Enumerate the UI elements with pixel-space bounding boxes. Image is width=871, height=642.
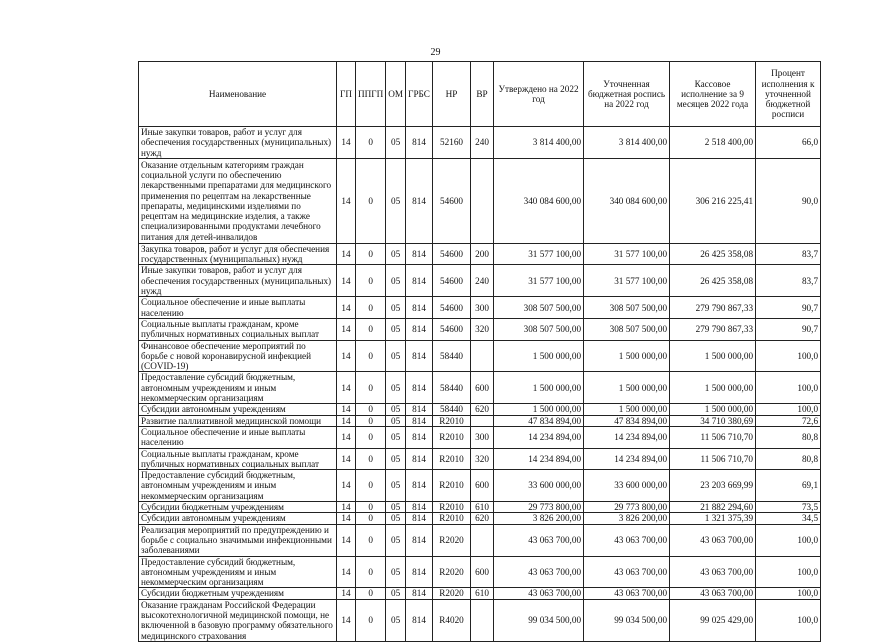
table-row <box>139 243 821 265</box>
row-percent-cell: 66,0 <box>756 127 821 159</box>
row-np-cell: R2010 <box>433 513 471 524</box>
row-percent-cell: 100,0 <box>756 340 821 372</box>
row-ppgp-cell: 0 <box>356 513 386 524</box>
header-vr: ВР <box>471 62 494 127</box>
table-row <box>139 599 821 641</box>
row-np-cell: R4020 <box>433 599 471 641</box>
row-name-cell: Предоставление субсидий бюджетным, автономным учреждениям и иным некоммерческим организациям <box>139 556 337 588</box>
row-percent-cell: 80,8 <box>756 448 821 470</box>
row-cash-cell: 43 063 700,00 <box>670 524 756 556</box>
row-percent-cell: 100,0 <box>756 372 821 404</box>
row-np-cell: R2010 <box>433 502 471 513</box>
row-om-cell: 05 <box>386 127 406 159</box>
row-om-cell: 05 <box>386 426 406 448</box>
row-name-cell: Оказание отдельным категориям граждан социальной услуги по обеспечению лекарственными препаратами для медицинского применения по рецептам на лекарственные препараты, медицинскими изделиями по рецептам на медицинские изделия, а также специализированными продуктами лечебного питания для детей-инвалидов <box>139 158 337 243</box>
row-ppgp-cell: 0 <box>356 556 386 588</box>
table-row <box>139 588 821 599</box>
row-ppgp-cell: 0 <box>356 415 386 426</box>
row-refined-cell: 14 234 894,00 <box>584 426 670 448</box>
table-row <box>139 265 821 297</box>
row-approved-cell: 99 034 500,00 <box>494 599 584 641</box>
row-np-cell: 54600 <box>433 318 471 340</box>
header-om: ОМ <box>386 62 406 127</box>
row-approved-cell: 1 500 000,00 <box>494 404 584 415</box>
row-gp-cell: 14 <box>337 127 356 159</box>
row-cash-cell: 34 710 380,69 <box>670 415 756 426</box>
row-cash-cell: 1 321 375,39 <box>670 513 756 524</box>
table-body <box>139 127 821 642</box>
row-name-cell: Субсидии автономным учреждениям <box>139 404 337 415</box>
page-number: 29 <box>430 47 441 58</box>
row-gp-cell: 14 <box>337 265 356 297</box>
row-percent-cell: 90,7 <box>756 297 821 319</box>
row-om-cell: 05 <box>386 158 406 243</box>
row-approved-cell: 43 063 700,00 <box>494 556 584 588</box>
row-refined-cell: 43 063 700,00 <box>584 556 670 588</box>
table-header-row <box>139 62 821 127</box>
table-row <box>139 158 821 243</box>
row-name-cell: Социальное обеспечение и иные выплаты населению <box>139 426 337 448</box>
row-name-cell: Социальные выплаты гражданам, кроме публичных нормативных социальных выплат <box>139 318 337 340</box>
row-vr-cell: 610 <box>471 502 494 513</box>
row-gp-cell: 14 <box>337 372 356 404</box>
row-om-cell: 05 <box>386 556 406 588</box>
header-percent: Процент исполнения к уточненной бюджетной росписи <box>756 62 821 127</box>
row-grbs-cell: 814 <box>406 127 433 159</box>
row-grbs-cell: 814 <box>406 448 433 470</box>
row-percent-cell: 80,8 <box>756 426 821 448</box>
row-cash-cell: 21 882 294,60 <box>670 502 756 513</box>
row-name-cell: Субсидии автономным учреждениям <box>139 513 337 524</box>
row-approved-cell: 308 507 500,00 <box>494 318 584 340</box>
row-name-cell: Социальные выплаты гражданам, кроме публичных нормативных социальных выплат <box>139 448 337 470</box>
row-gp-cell: 14 <box>337 415 356 426</box>
row-grbs-cell: 814 <box>406 372 433 404</box>
row-approved-cell: 47 834 894,00 <box>494 415 584 426</box>
row-om-cell: 05 <box>386 318 406 340</box>
table-row <box>139 556 821 588</box>
row-percent-cell: 69,1 <box>756 470 821 502</box>
row-grbs-cell: 814 <box>406 265 433 297</box>
row-cash-cell: 43 063 700,00 <box>670 588 756 599</box>
row-ppgp-cell: 0 <box>356 372 386 404</box>
row-percent-cell: 100,0 <box>756 599 821 641</box>
row-om-cell: 05 <box>386 448 406 470</box>
row-approved-cell: 1 500 000,00 <box>494 372 584 404</box>
table-row <box>139 415 821 426</box>
row-np-cell: 58440 <box>433 340 471 372</box>
row-ppgp-cell: 0 <box>356 158 386 243</box>
row-refined-cell: 43 063 700,00 <box>584 524 670 556</box>
row-cash-cell: 43 063 700,00 <box>670 556 756 588</box>
row-np-cell: 54600 <box>433 158 471 243</box>
row-cash-cell: 11 506 710,70 <box>670 426 756 448</box>
row-om-cell: 05 <box>386 524 406 556</box>
row-vr-cell: 620 <box>471 404 494 415</box>
row-approved-cell: 33 600 000,00 <box>494 470 584 502</box>
row-refined-cell: 31 577 100,00 <box>584 243 670 265</box>
row-cash-cell: 26 425 358,08 <box>670 243 756 265</box>
row-om-cell: 05 <box>386 243 406 265</box>
row-vr-cell: 620 <box>471 513 494 524</box>
row-percent-cell: 73,5 <box>756 502 821 513</box>
row-name-cell: Закупка товаров, работ и услуг для обеспечения государственных (муниципальных) нужд <box>139 243 337 265</box>
row-grbs-cell: 814 <box>406 588 433 599</box>
row-vr-cell <box>471 599 494 641</box>
table-row <box>139 372 821 404</box>
row-gp-cell: 14 <box>337 599 356 641</box>
header-name: Наименование <box>139 62 337 127</box>
row-vr-cell <box>471 524 494 556</box>
table-row <box>139 502 821 513</box>
row-approved-cell: 3 814 400,00 <box>494 127 584 159</box>
row-np-cell: 58440 <box>433 372 471 404</box>
header-np: НР <box>433 62 471 127</box>
row-vr-cell: 240 <box>471 265 494 297</box>
row-cash-cell: 279 790 867,33 <box>670 297 756 319</box>
row-om-cell: 05 <box>386 513 406 524</box>
row-percent-cell: 90,0 <box>756 158 821 243</box>
row-approved-cell: 14 234 894,00 <box>494 426 584 448</box>
row-refined-cell: 3 814 400,00 <box>584 127 670 159</box>
row-om-cell: 05 <box>386 502 406 513</box>
row-grbs-cell: 814 <box>406 556 433 588</box>
row-om-cell: 05 <box>386 372 406 404</box>
row-approved-cell: 308 507 500,00 <box>494 297 584 319</box>
row-gp-cell: 14 <box>337 556 356 588</box>
header-grbs: ГРБС <box>406 62 433 127</box>
row-name-cell: Иные закупки товаров, работ и услуг для обеспечения государственных (муниципальных) нужд <box>139 127 337 159</box>
row-percent-cell: 72,6 <box>756 415 821 426</box>
row-refined-cell: 1 500 000,00 <box>584 340 670 372</box>
row-ppgp-cell: 0 <box>356 318 386 340</box>
table-row <box>139 297 821 319</box>
row-cash-cell: 1 500 000,00 <box>670 404 756 415</box>
row-gp-cell: 14 <box>337 513 356 524</box>
row-vr-cell: 200 <box>471 243 494 265</box>
row-ppgp-cell: 0 <box>356 599 386 641</box>
row-np-cell: R2010 <box>433 426 471 448</box>
row-percent-cell: 34,5 <box>756 513 821 524</box>
row-name-cell: Предоставление субсидий бюджетным, автономным учреждениям и иным некоммерческим организациям <box>139 372 337 404</box>
row-refined-cell: 3 826 200,00 <box>584 513 670 524</box>
row-refined-cell: 47 834 894,00 <box>584 415 670 426</box>
row-ppgp-cell: 0 <box>356 524 386 556</box>
row-cash-cell: 11 506 710,70 <box>670 448 756 470</box>
table-row <box>139 127 821 159</box>
row-ppgp-cell: 0 <box>356 265 386 297</box>
row-refined-cell: 33 600 000,00 <box>584 470 670 502</box>
row-grbs-cell: 814 <box>406 297 433 319</box>
budget-table <box>138 61 821 642</box>
row-vr-cell: 600 <box>471 556 494 588</box>
row-percent-cell: 100,0 <box>756 588 821 599</box>
row-ppgp-cell: 0 <box>356 404 386 415</box>
row-grbs-cell: 814 <box>406 243 433 265</box>
row-name-cell: Оказание гражданам Российской Федерации высокотехнологичной медицинской помощи, не включенной в базовую программу обязательного медицинского страхования <box>139 599 337 641</box>
row-name-cell: Реализация мероприятий по предупреждению и борьбе с социально значимыми инфекционными заболеваниями <box>139 524 337 556</box>
row-approved-cell: 31 577 100,00 <box>494 265 584 297</box>
row-percent-cell: 90,7 <box>756 318 821 340</box>
row-ppgp-cell: 0 <box>356 340 386 372</box>
row-grbs-cell: 814 <box>406 340 433 372</box>
row-grbs-cell: 814 <box>406 426 433 448</box>
table-row <box>139 426 821 448</box>
row-om-cell: 05 <box>386 265 406 297</box>
table-row <box>139 513 821 524</box>
row-gp-cell: 14 <box>337 588 356 599</box>
row-approved-cell: 1 500 000,00 <box>494 340 584 372</box>
row-grbs-cell: 814 <box>406 524 433 556</box>
row-name-cell: Субсидии бюджетным учреждениям <box>139 502 337 513</box>
row-ppgp-cell: 0 <box>356 502 386 513</box>
table-row <box>139 524 821 556</box>
row-gp-cell: 14 <box>337 158 356 243</box>
row-gp-cell: 14 <box>337 470 356 502</box>
row-name-cell: Развитие паллиативной медицинской помощи <box>139 415 337 426</box>
row-gp-cell: 14 <box>337 502 356 513</box>
header-refined: Уточненная бюджетная роспись на 2022 год <box>584 62 670 127</box>
row-np-cell: R2010 <box>433 415 471 426</box>
row-gp-cell: 14 <box>337 340 356 372</box>
row-np-cell: R2020 <box>433 524 471 556</box>
row-np-cell: R2020 <box>433 588 471 599</box>
row-gp-cell: 14 <box>337 524 356 556</box>
row-vr-cell <box>471 415 494 426</box>
row-approved-cell: 14 234 894,00 <box>494 448 584 470</box>
row-approved-cell: 31 577 100,00 <box>494 243 584 265</box>
row-refined-cell: 1 500 000,00 <box>584 404 670 415</box>
row-grbs-cell: 814 <box>406 318 433 340</box>
row-cash-cell: 99 025 429,00 <box>670 599 756 641</box>
row-om-cell: 05 <box>386 470 406 502</box>
row-grbs-cell: 814 <box>406 470 433 502</box>
row-cash-cell: 1 500 000,00 <box>670 372 756 404</box>
row-refined-cell: 43 063 700,00 <box>584 588 670 599</box>
row-cash-cell: 23 203 669,99 <box>670 470 756 502</box>
row-grbs-cell: 814 <box>406 404 433 415</box>
row-gp-cell: 14 <box>337 318 356 340</box>
row-np-cell: 54600 <box>433 243 471 265</box>
row-percent-cell: 100,0 <box>756 404 821 415</box>
table-row <box>139 470 821 502</box>
row-ppgp-cell: 0 <box>356 448 386 470</box>
row-grbs-cell: 814 <box>406 599 433 641</box>
row-name-cell: Предоставление субсидий бюджетным, автономным учреждениям и иным некоммерческим организациям <box>139 470 337 502</box>
row-gp-cell: 14 <box>337 448 356 470</box>
row-approved-cell: 3 826 200,00 <box>494 513 584 524</box>
row-vr-cell: 600 <box>471 470 494 502</box>
table-row <box>139 318 821 340</box>
row-cash-cell: 26 425 358,08 <box>670 265 756 297</box>
row-approved-cell: 43 063 700,00 <box>494 524 584 556</box>
row-vr-cell: 610 <box>471 588 494 599</box>
row-refined-cell: 308 507 500,00 <box>584 318 670 340</box>
row-gp-cell: 14 <box>337 404 356 415</box>
row-ppgp-cell: 0 <box>356 127 386 159</box>
header-approved: Утверждено на 2022 год <box>494 62 584 127</box>
row-om-cell: 05 <box>386 588 406 599</box>
row-percent-cell: 100,0 <box>756 556 821 588</box>
row-vr-cell <box>471 158 494 243</box>
row-refined-cell: 31 577 100,00 <box>584 265 670 297</box>
header-ppgp: ППГП <box>356 62 386 127</box>
row-np-cell: R2010 <box>433 470 471 502</box>
row-gp-cell: 14 <box>337 243 356 265</box>
row-vr-cell: 300 <box>471 297 494 319</box>
row-refined-cell: 99 034 500,00 <box>584 599 670 641</box>
row-grbs-cell: 814 <box>406 415 433 426</box>
row-approved-cell: 340 084 600,00 <box>494 158 584 243</box>
row-name-cell: Субсидии бюджетным учреждениям <box>139 588 337 599</box>
row-cash-cell: 1 500 000,00 <box>670 340 756 372</box>
row-refined-cell: 340 084 600,00 <box>584 158 670 243</box>
table-row <box>139 404 821 415</box>
row-vr-cell: 300 <box>471 426 494 448</box>
row-vr-cell <box>471 340 494 372</box>
row-cash-cell: 306 216 225,41 <box>670 158 756 243</box>
row-name-cell: Финансовое обеспечение мероприятий по борьбе с новой коронавирусной инфекцией (COVID-19) <box>139 340 337 372</box>
row-grbs-cell: 814 <box>406 502 433 513</box>
row-percent-cell: 100,0 <box>756 524 821 556</box>
row-name-cell: Иные закупки товаров, работ и услуг для обеспечения государственных (муниципальных) нужд <box>139 265 337 297</box>
row-np-cell: 54600 <box>433 297 471 319</box>
row-ppgp-cell: 0 <box>356 588 386 599</box>
row-refined-cell: 308 507 500,00 <box>584 297 670 319</box>
row-np-cell: 52160 <box>433 127 471 159</box>
row-name-cell: Социальное обеспечение и иные выплаты населению <box>139 297 337 319</box>
row-approved-cell: 43 063 700,00 <box>494 588 584 599</box>
row-ppgp-cell: 0 <box>356 470 386 502</box>
row-om-cell: 05 <box>386 297 406 319</box>
row-ppgp-cell: 0 <box>356 297 386 319</box>
row-om-cell: 05 <box>386 415 406 426</box>
row-percent-cell: 83,7 <box>756 265 821 297</box>
row-vr-cell: 320 <box>471 318 494 340</box>
row-ppgp-cell: 0 <box>356 243 386 265</box>
row-np-cell: R2020 <box>433 556 471 588</box>
table-row <box>139 340 821 372</box>
header-gp: ГП <box>337 62 356 127</box>
row-refined-cell: 1 500 000,00 <box>584 372 670 404</box>
row-approved-cell: 29 773 800,00 <box>494 502 584 513</box>
row-refined-cell: 29 773 800,00 <box>584 502 670 513</box>
row-cash-cell: 279 790 867,33 <box>670 318 756 340</box>
row-gp-cell: 14 <box>337 426 356 448</box>
row-grbs-cell: 814 <box>406 513 433 524</box>
row-gp-cell: 14 <box>337 297 356 319</box>
row-om-cell: 05 <box>386 599 406 641</box>
row-percent-cell: 83,7 <box>756 243 821 265</box>
table-row <box>139 448 821 470</box>
header-cash: Кассовое исполнение за 9 месяцев 2022 года <box>670 62 756 127</box>
row-np-cell: 58440 <box>433 404 471 415</box>
row-cash-cell: 2 518 400,00 <box>670 127 756 159</box>
row-vr-cell: 320 <box>471 448 494 470</box>
row-np-cell: 54600 <box>433 265 471 297</box>
row-om-cell: 05 <box>386 404 406 415</box>
row-np-cell: R2010 <box>433 448 471 470</box>
row-ppgp-cell: 0 <box>356 426 386 448</box>
row-grbs-cell: 814 <box>406 158 433 243</box>
row-om-cell: 05 <box>386 340 406 372</box>
row-vr-cell: 240 <box>471 127 494 159</box>
row-vr-cell: 600 <box>471 372 494 404</box>
row-refined-cell: 14 234 894,00 <box>584 448 670 470</box>
